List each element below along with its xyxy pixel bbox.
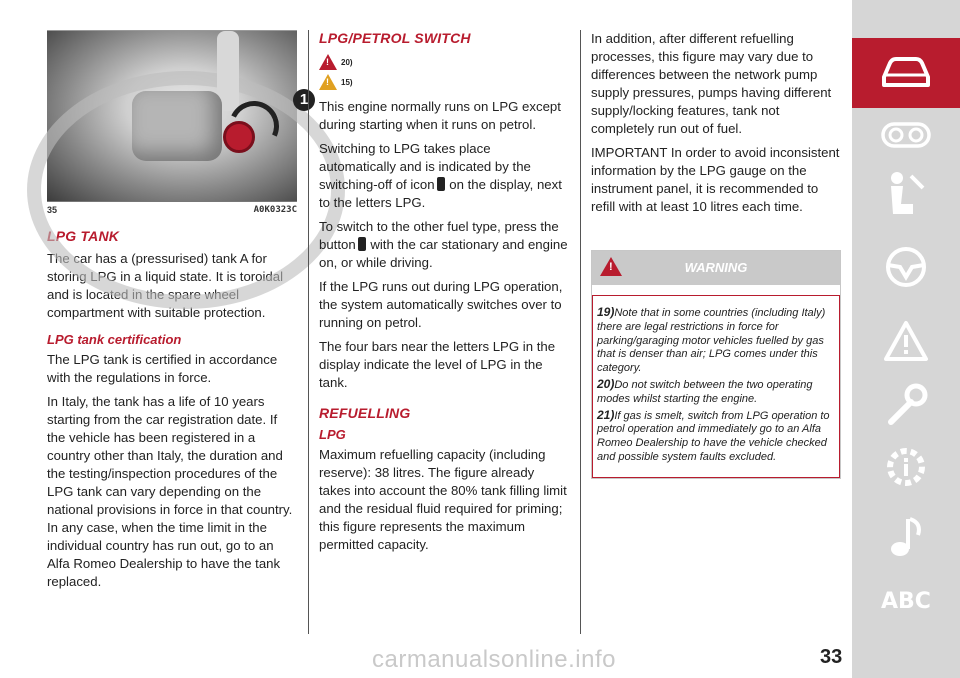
switch-paragraph-2-end: on the display, next to the letters LPG. bbox=[319, 177, 562, 210]
switch-paragraph-5: The four bars near the letters LPG in the display indicate the level of LPG in the tank. bbox=[319, 339, 556, 390]
steering-wheel-icon bbox=[884, 245, 928, 289]
switch-paragraph-4: If the LPG runs out during LPG operation, the system automatically switches over to running on petrol. bbox=[319, 279, 563, 330]
warning-triangle-icon bbox=[319, 54, 337, 70]
switch-paragraph-3 bbox=[319, 218, 569, 272]
sidebar-item-servicing[interactable] bbox=[852, 370, 960, 440]
warning-header bbox=[592, 251, 840, 285]
switch-paragraph-2-start: Switching to LPG takes place automatically and is indicated by the switching-off of icon bbox=[319, 141, 531, 192]
warning-note bbox=[597, 378, 835, 407]
important-paragraph: IMPORTANT In order to avoid inconsistent information by the LPG gauge on the instrument panel, it is recommended to refill with at least 10 litres each time. bbox=[591, 145, 840, 214]
warning-box bbox=[591, 250, 841, 479]
valve-knob bbox=[223, 121, 255, 153]
music-note-icon bbox=[888, 515, 924, 559]
fuel-pump-icon bbox=[437, 177, 445, 191]
switch-paragraph-3-start: To switch to the other fuel type, press the button bbox=[319, 219, 559, 252]
warning-note bbox=[597, 409, 835, 465]
lpg-subheading: LPG bbox=[319, 427, 346, 442]
technical-data-gear-icon bbox=[883, 444, 929, 490]
switch-paragraph-1: This engine normally runs on LPG except during starting when it runs on petrol. bbox=[319, 99, 561, 132]
fuel-pump-icon bbox=[358, 237, 366, 251]
warning-triangle-icon bbox=[882, 319, 930, 363]
wrench-icon bbox=[883, 382, 929, 428]
column-1 bbox=[47, 30, 309, 597]
certification-paragraph-2: In Italy, the tank has a life of 10 years starting from the car registration date. If the vehicle has been registered in a country other than Italy, the duration and the testing/inspection procedures of the LPG tank can vary depending on the national provisions in force in that country. In any case, when the time limit in the individual country has run out, go to an Alfa Romeo Dealership to have the tank replaced. bbox=[47, 394, 293, 589]
sidebar-item-index[interactable] bbox=[852, 566, 960, 636]
refuelling-heading: REFUELLING bbox=[319, 405, 411, 421]
column-3 bbox=[591, 30, 841, 479]
sidebar-item-safety[interactable] bbox=[852, 160, 960, 230]
certification-paragraph-1: The LPG tank is certified in accordance with the regulations in force. bbox=[47, 352, 278, 385]
instrument-panel-icon bbox=[880, 120, 932, 150]
watermark: carmanualsonline.info bbox=[372, 646, 616, 673]
column-divider bbox=[308, 30, 309, 634]
note-text: If gas is smelt, switch from LPG operation to petrol operation and immediately go to an Alfa Romeo Dealership to have the vehicle checked and possible system faults excluded. bbox=[597, 409, 830, 463]
sidebar-item-car[interactable] bbox=[852, 38, 960, 108]
page-number: 33 bbox=[820, 646, 843, 668]
switch-paragraph-2 bbox=[319, 140, 569, 212]
refuelling-paragraph-2: In addition, after different refuelling processes, this figure may vary due to differences between the network pump supply pressures, pumps having different supply/locking features, tank not completely run out of fuel. bbox=[591, 31, 832, 136]
lpg-tank-paragraph-1: The car has a (pressurised) tank A for storing LPG in a liquid state. It is toroidal and is located in the spare wheel compartment with suitable protection. bbox=[47, 251, 284, 320]
note-text: Do not switch between the two operating modes whilst starting the engine. bbox=[597, 378, 813, 405]
warning-title: WARNING bbox=[684, 260, 748, 275]
switch-paragraph-3-end: with the car stationary and engine on, or while driving. bbox=[319, 237, 568, 270]
caution-triangle-icon bbox=[319, 74, 337, 90]
valve-assembly bbox=[132, 91, 222, 161]
refuelling-paragraph: Maximum refuelling capacity (including reserve): 38 litres. The figure already takes into account the 80% tank filling limit and the residual fluid required for priming; this figure represents the maximum permitted capacity. bbox=[319, 447, 567, 552]
chapter-sidebar bbox=[852, 0, 960, 678]
caution-reference-label[interactable]: 15) bbox=[341, 77, 353, 87]
abc-index-label: ABC bbox=[881, 588, 931, 614]
note-number: 19) bbox=[597, 305, 615, 319]
figure-number: 35 bbox=[47, 205, 58, 215]
sidebar-item-multimedia[interactable] bbox=[852, 502, 960, 572]
sidebar-item-starting[interactable] bbox=[852, 232, 960, 302]
warning-note bbox=[597, 306, 835, 376]
column-divider bbox=[580, 30, 581, 634]
car-icon bbox=[878, 55, 934, 91]
figure-code: A0K0323C bbox=[253, 205, 297, 215]
note-number: 21) bbox=[597, 407, 615, 422]
sidebar-item-emergency[interactable] bbox=[852, 306, 960, 376]
seat-safety-icon bbox=[883, 170, 929, 220]
column-2 bbox=[319, 30, 569, 560]
warning-notes bbox=[592, 295, 840, 478]
sidebar-item-technical-data[interactable] bbox=[852, 432, 960, 502]
figure-callout: 1 bbox=[293, 89, 315, 111]
warning-reference-1 bbox=[319, 52, 569, 72]
lpg-tank-figure bbox=[47, 30, 309, 201]
warning-reference-label[interactable]: 20) bbox=[341, 57, 353, 67]
switch-heading: LPG/PETROL SWITCH bbox=[319, 30, 471, 46]
lpg-tank-heading: LPG TANK bbox=[47, 228, 120, 244]
tank-certification-heading: LPG tank certification bbox=[47, 332, 182, 347]
warning-reference-2 bbox=[319, 72, 569, 92]
warning-triangle-icon bbox=[600, 257, 622, 276]
note-number: 20) bbox=[597, 376, 615, 391]
note-text: Note that in some countries (including Italy) there are legal restrictions in force for parking/garaging motor vehicles fuelled by gas that is denser than air; LPG comes under this category. bbox=[597, 307, 826, 375]
